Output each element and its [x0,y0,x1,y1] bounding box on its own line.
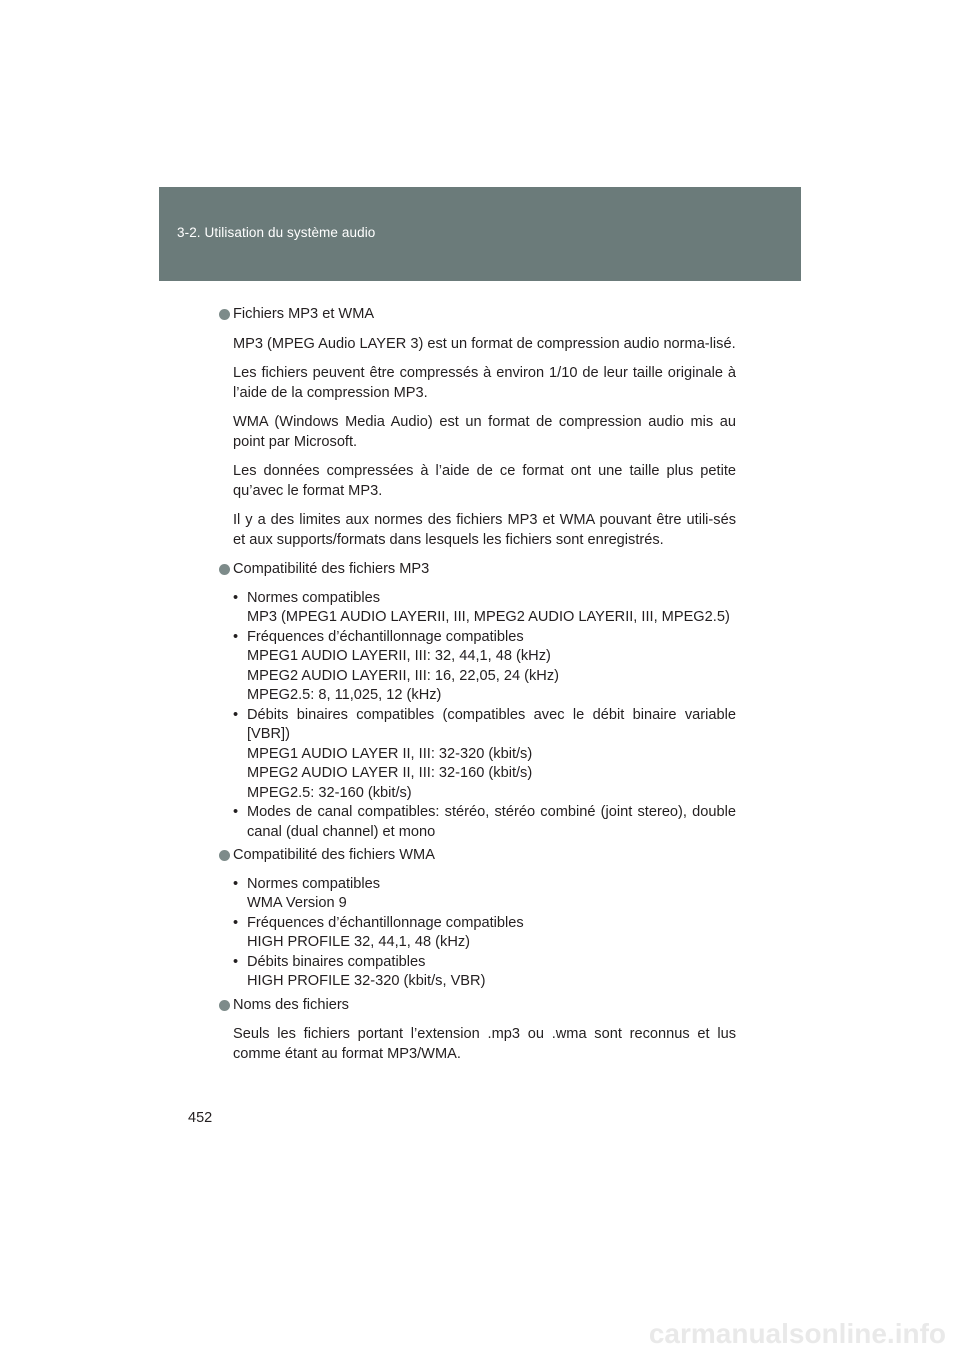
item-line: MP3 (MPEG1 AUDIO LAYERII, III, MPEG2 AUDIO LAYERII, III, MPEG2.5) [247,609,730,625]
list-item [233,628,736,706]
list-item [233,706,736,804]
section-file-names [220,996,736,1065]
bullet-dot-icon: • [233,953,239,970]
item-line: MPEG1 AUDIO LAYERII, III: 32, 44,1, 48 (kHz) [247,648,551,664]
item-line: MPEG2 AUDIO LAYER II, III: 32-160 (kbit/s) [247,765,533,781]
bullet-dot-icon: • [233,706,239,723]
list-item [233,589,736,628]
paragraph: Il y a des limites aux normes des fichiers MP3 et WMA pouvant être utili-sés et aux supports/formats dans lesquels les fichiers sont enregistrés. [233,512,736,548]
section-header-bar [159,187,801,281]
list-item [233,875,736,914]
section-title: Noms des fichiers [233,996,349,1013]
bullet-dot-icon: • [233,589,239,606]
page-number: 452 [188,1110,213,1126]
section-heading [220,996,736,1016]
header-title: 3-2. Utilisation du système audio [177,225,376,240]
list-item [233,914,736,953]
section-title: Compatibilité des fichiers MP3 [233,561,430,577]
section-mp3-compatibility [220,560,736,842]
item-line: HIGH PROFILE 32, 44,1, 48 (kHz) [247,934,471,950]
item-line: HIGH PROFILE 32-320 (kbit/s, VBR) [247,973,486,989]
section-heading [220,846,736,866]
section-heading [220,305,736,325]
item-label: Normes compatibles [247,589,381,606]
paragraph: Les données compressées à l’aide de ce format ont une taille plus petite qu’avec le format MP3. [233,463,736,499]
list-item [233,953,736,992]
item-label: Fréquences d’échantillonnage compatibles [247,628,524,645]
bullet-circle-icon [219,1000,230,1011]
item-label: Modes de canal compatibles: stéréo, stéréo combiné (joint stereo), double canal (dual channel) et mono [247,804,736,840]
bullet-dot-icon: • [233,914,239,931]
item-label: Fréquences d’échantillonnage compatibles [247,914,524,931]
section-title: Compatibilité des fichiers WMA [233,847,435,863]
bullet-circle-icon [219,309,230,320]
section-title: Fichiers MP3 et WMA [233,306,375,322]
item-line: MPEG2.5: 32-160 (kbit/s) [247,784,412,801]
section-wma-compatibility [220,846,736,992]
item-line: MPEG2 AUDIO LAYERII, III: 16, 22,05, 24 (kHz) [247,667,559,684]
item-line: MPEG2.5: 8, 11,025, 12 (kHz) [247,687,442,703]
bullet-dot-icon: • [233,875,239,892]
watermark: carmanualsonline.info [648,1318,946,1349]
page-content [220,305,736,1064]
bullet-dot-icon: • [233,804,239,820]
bullet-dot-icon: • [233,628,239,645]
spec-list [233,589,736,843]
section-heading [220,560,736,580]
list-item [233,803,736,842]
paragraph: Seuls les fichiers portant l’extension .mp3 ou .wma sont reconnus et lus comme étant au format MP3/WMA. [233,1026,736,1062]
item-label: Débits binaires compatibles (compatibles avec le débit binaire variable [VBR]) [247,706,736,742]
item-line: MPEG1 AUDIO LAYER II, III: 32-320 (kbit/s) [247,745,533,762]
spec-list [233,875,736,992]
paragraph: Les fichiers peuvent être compressés à environ 1/10 de leur taille originale à l’aide de la compression MP3. [233,365,736,401]
item-line: WMA Version 9 [247,895,347,911]
paragraph: MP3 (MPEG Audio LAYER 3) est un format de compression audio norma-lisé. [233,335,736,352]
paragraph: WMA (Windows Media Audio) est un format de compression audio mis au point par Microsoft. [233,414,736,450]
item-label: Normes compatibles [247,875,381,892]
item-label: Débits binaires compatibles [247,953,426,970]
bullet-circle-icon [219,564,230,575]
section-mp3-wma-files [220,305,736,550]
bullet-circle-icon [219,850,230,861]
